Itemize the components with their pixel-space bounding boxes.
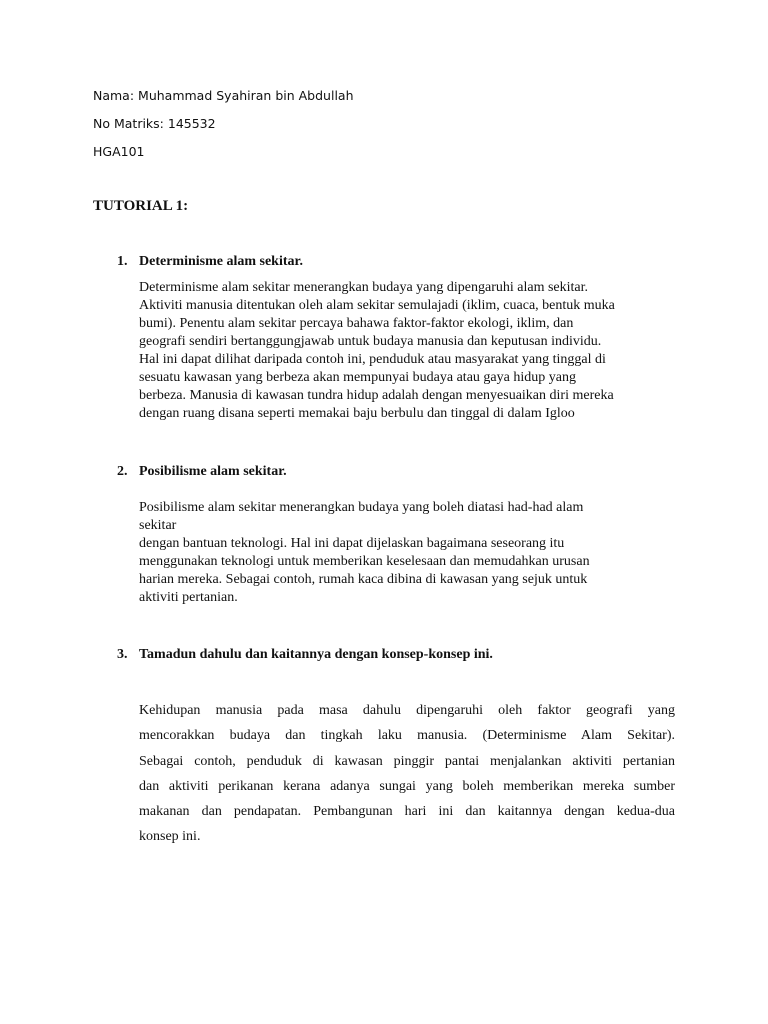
paragraph-line: harian mereka. Sebagai contoh, rumah kaca dibina di kawasan yang sejuk untuk: [139, 572, 588, 587]
paragraph-line: Determinisme alam sekitar menerangkan budaya yang dipengaruhi alam sekitar.: [139, 280, 589, 295]
section-3-number: 3.: [117, 647, 128, 662]
section-1-paragraph: [139, 279, 615, 423]
section-3-paragraph: [139, 698, 675, 850]
paragraph-line: bumi). Penentu alam sekitar percaya bahawa faktor-faktor ekologi, iklim, dan: [139, 316, 574, 331]
paragraph-line: Aktiviti manusia ditentukan oleh alam sekitar semulajadi (iklim, cuaca, bentuk muka: [139, 298, 615, 313]
paragraph-line: mencorakkan budaya dan tingkah laku manusia. (Determinisme Alam Sekitar).: [139, 728, 675, 744]
paragraph-line: Sebagai contoh, penduduk di kawasan pinggir pantai menjalankan aktiviti pertanian: [139, 753, 675, 769]
section-1-title: Determinisme alam sekitar.: [139, 254, 303, 269]
paragraph-line: sekitar: [139, 518, 177, 533]
paragraph-line: aktiviti pertanian.: [139, 590, 238, 605]
paragraph-line: dengan ruang disana seperti memakai baju berbulu dan tinggal di dalam Igloo: [139, 406, 575, 421]
paragraph-line: Posibilisme alam sekitar menerangkan budaya yang boleh diatasi had-had alam: [139, 500, 584, 515]
paragraph-line: Kehidupan manusia pada masa dahulu dipengaruhi oleh faktor geografi yang: [139, 703, 675, 718]
paragraph-line: makanan dan pendapatan. Pembangunan hari ini dan kaitannya dengan kedua-dua: [139, 804, 675, 820]
course-code: HGA101: [93, 144, 145, 159]
paragraph-line: Hal ini dapat dilihat daripada contoh ini, penduduk atau masyarakat yang tinggal di: [139, 352, 606, 367]
paragraph-line: dan aktiviti perikanan kerana adanya sungai yang boleh memberikan mereka sumber: [139, 778, 675, 794]
paragraph-line: menggunakan teknologi untuk memberikan keselesaan dan memudahkan urusan: [139, 554, 590, 569]
paragraph-line: konsep ini.: [139, 829, 201, 845]
paragraph-line: berbeza. Manusia di kawasan tundra hidup adalah dengan menyesuaikan diri mereka: [139, 388, 614, 403]
section-2-paragraph: [139, 499, 590, 607]
section-2-title: Posibilisme alam sekitar.: [139, 464, 287, 479]
tutorial-title: TUTORIAL 1:: [93, 198, 189, 214]
paragraph-line: dengan bantuan teknologi. Hal ini dapat dijelaskan bagaimana seseorang itu: [139, 536, 565, 551]
paragraph-line: geografi sendiri bertanggungjawab untuk budaya manusia dan keputusan individu.: [139, 334, 602, 349]
section-3-title: Tamadun dahulu dan kaitannya dengan konsep-konsep ini.: [139, 647, 493, 662]
paragraph-line: sesuatu kawasan yang berbeza akan mempunyai budaya atau gaya hidup yang: [139, 370, 576, 385]
section-2-number: 2.: [117, 464, 128, 479]
section-2-heading: [117, 463, 287, 481]
section-1-number: 1.: [117, 254, 128, 269]
student-name: Nama: Muhammad Syahiran bin Abdullah: [93, 88, 354, 103]
matric-number: No Matriks: 145532: [93, 116, 216, 131]
section-1-heading: [117, 253, 303, 271]
section-3-heading: [117, 646, 493, 664]
